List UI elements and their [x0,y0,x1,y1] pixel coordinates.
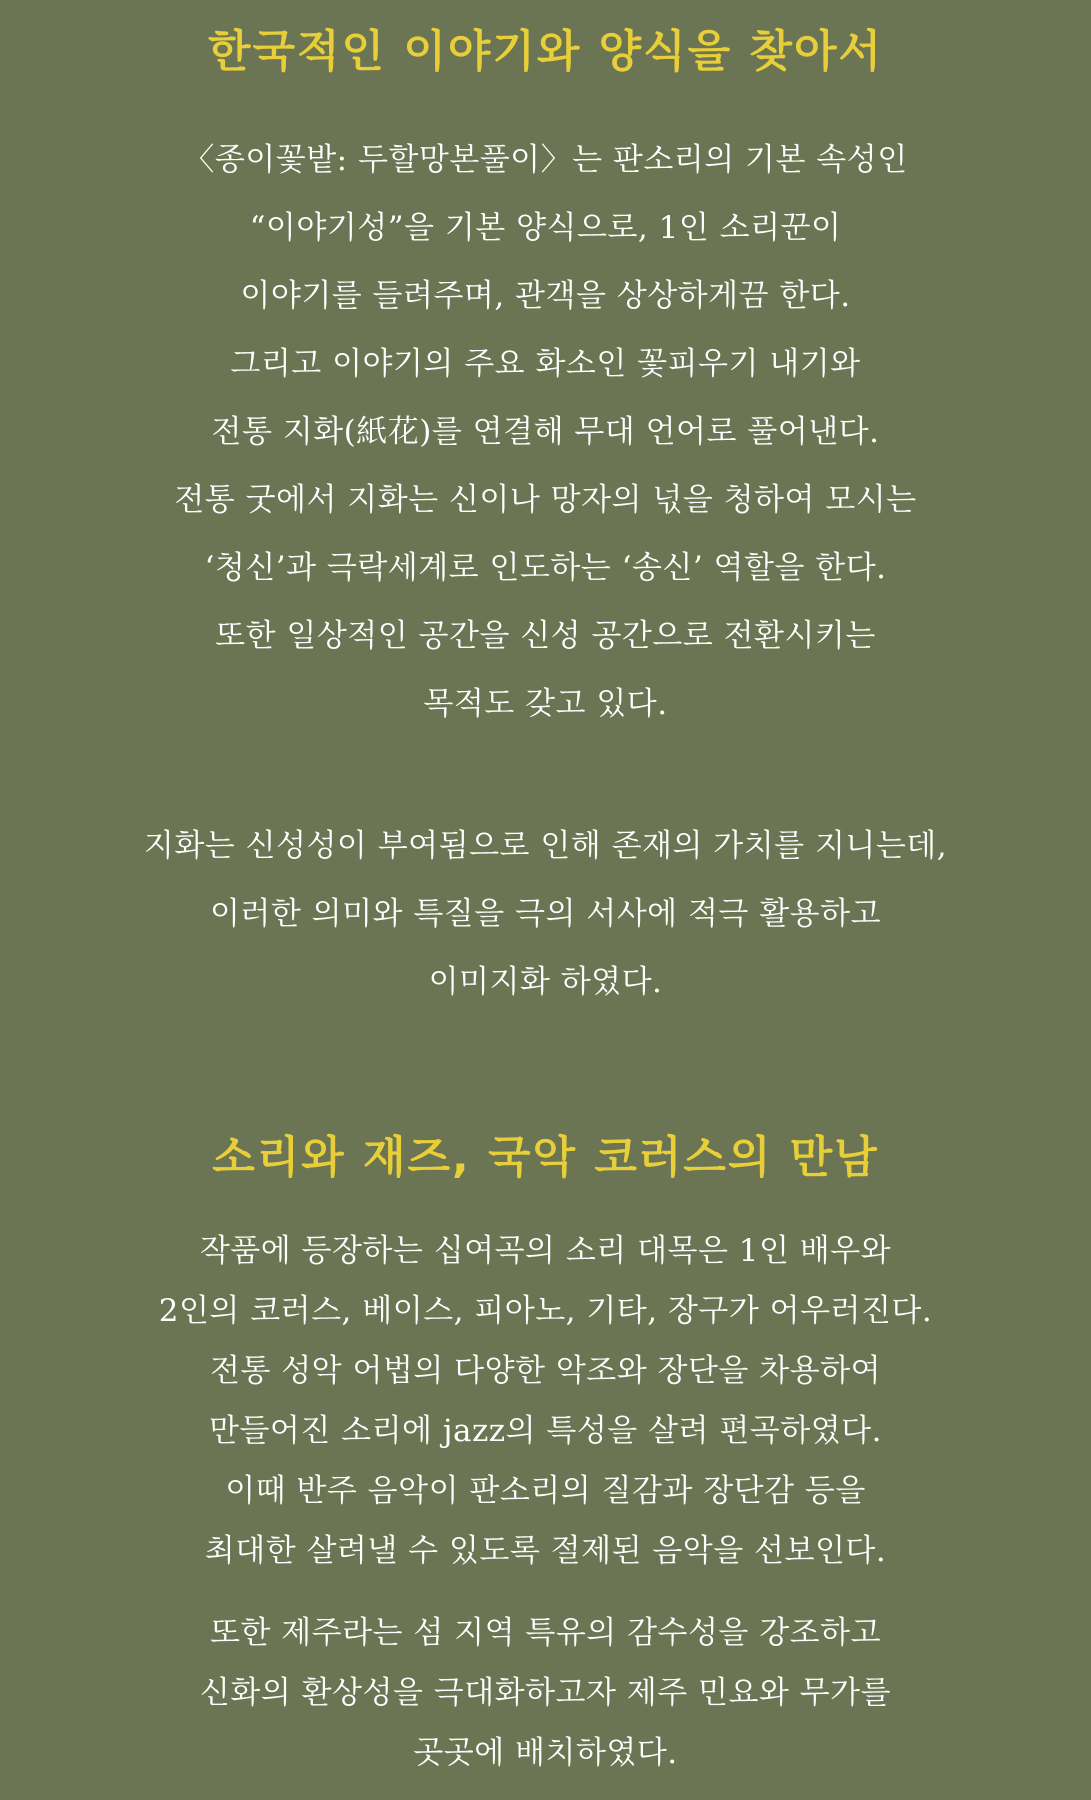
text-line: 곳곳에 배치하였다. [413,1735,678,1771]
text-line: 목적도 갖고 있다. [423,686,668,722]
section2-paragraph1 [0,1221,1091,1581]
text-line: 지화는 신성성이 부여됨으로 인해 존재의 가치를 지니는데, [143,828,948,864]
section1-paragraph1 [0,126,1091,738]
text-line: 〈종이꽃밭: 두할망본풀이〉는 판소리의 기본 속성인 [183,142,908,178]
text-line: 또한 제주라는 섬 지역 특유의 감수성을 강조하고 [209,1615,882,1651]
text-line: 전통 성악 어법의 다양한 악조와 장단을 차용하여 [209,1353,882,1389]
section-title-sori-jazz: 소리와 재즈, 국악 코러스의 만남 [212,1132,879,1183]
section-title-korean-story: 한국적인 이야기와 양식을 찾아서 [207,26,883,77]
text-line: 또한 일상적인 공간을 신성 공간으로 전환시키는 [215,618,876,654]
text-line: 최대한 살려낼 수 있도록 절제된 음악을 선보인다. [204,1533,887,1569]
text-line: 작품에 등장하는 십여곡의 소리 대목은 1인 배우와 [199,1233,892,1269]
text-line: 만들어진 소리에 jazz의 특성을 살려 편곡하였다. [209,1413,882,1449]
text-line: 이때 반주 음악이 판소리의 질감과 장단감 등을 [225,1473,866,1509]
text-line: 이러한 의미와 특질을 극의 서사에 적극 활용하고 [209,896,882,932]
text-line: 전통 지화(紙花)를 연결해 무대 언어로 풀어낸다. [211,414,880,450]
text-line: “이야기성”을 기본 양식으로, 1인 소리꾼이 [249,210,842,246]
text-line: 전통 굿에서 지화는 신이나 망자의 넋을 청하여 모시는 [174,482,917,518]
section2-paragraph2 [0,1603,1091,1783]
text-line: 이미지화 하였다. [428,964,663,1000]
text-line: 신화의 환상성을 극대화하고자 제주 민요와 무가를 [199,1675,892,1711]
text-line: ‘청신’과 극락세계로 인도하는 ‘송신’ 역할을 한다. [204,550,887,586]
text-line: 이야기를 들려주며, 관객을 상상하게끔 한다. [240,278,851,314]
text-line: 그리고 이야기의 주요 화소인 꽃피우기 내기와 [230,346,861,382]
section1-paragraph2 [0,812,1091,1016]
text-line: 2인의 코러스, 베이스, 피아노, 기타, 장구가 어우러진다. [158,1293,933,1329]
